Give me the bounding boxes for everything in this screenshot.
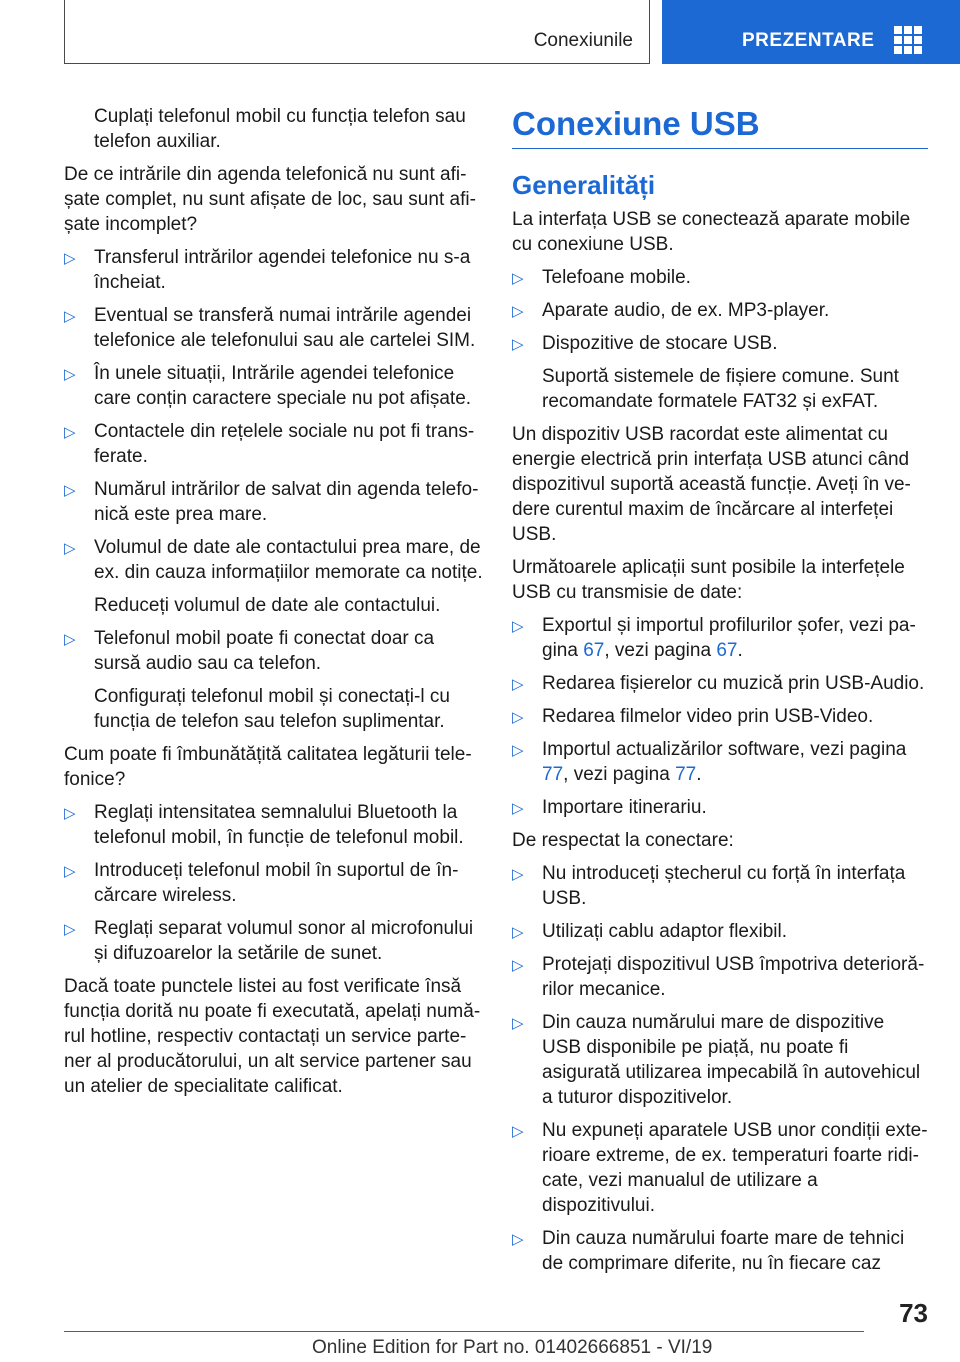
item-note: Configurați telefonul mobil și conectați-l cu funcția de telefon sau telefon suplimentar. [94,686,450,732]
item-note: Reduceți volumul de date ale contactului. [94,595,441,616]
paragraph: Un dispozitiv USB racordat este alimentat cu energie electrică prin interfața USB atunci când dispozitivul suportă această funcție. Aveți în vedere curentul maxim de încărcare al interfeței USB. [512,424,911,545]
page-link[interactable]: 67 [583,640,605,661]
list-item: ▷ Nu expuneți aparatele USB unor condiții exterioare extreme, de ex. temperaturi foarte ridicate, vezi manualul de utilizare a dispozitivului. [512,1120,928,1216]
list-item: ▷ Redarea fișierelor cu muzică prin USB-Audio. [512,671,928,696]
list-item: ▷ Telefoane mobile. [512,265,928,290]
page-number: 73 [899,1298,928,1328]
list-item: ▷ Exportul și importul profilurilor șofer, vezi pagina 67, vezi pagina 67. [512,615,916,661]
list-item: ▷ Dispozitive de stocare USB. [512,331,928,356]
triangle-bullet-icon: ▷ [64,631,76,648]
page-link[interactable]: 77 [675,764,697,785]
list-item: ▷ Din cauza numărului mare de dispozitive USB disponibile pe piață, nu poate fi asigurată utilizarea impecabilă în autovehicul a tuturor dispozitivelor. [512,1012,921,1108]
right-column [512,104,928,1284]
paragraph: Dacă toate punctele listei au fost verificate însă funcția dorită nu poate fi executată, apelați numărul hotline, respectiv contactați un service partener al producătorului, un alt service partener sau un atelier de specialitate calificat. [64,976,481,1097]
list-item: ▷ În unele situații, Intrările agendei telefonice care conțin caractere speciale nu pot afișate. [64,363,472,409]
triangle-bullet-icon: ▷ [512,270,524,287]
list-item: ▷ Redarea filmelor video prin USB-Video. [512,704,928,729]
triangle-bullet-icon: ▷ [64,540,76,557]
list-item: ▷ Utilizați cablu adaptor flexibil. [512,919,928,944]
footer-divider [64,1331,864,1332]
triangle-bullet-icon: ▷ [64,308,76,325]
triangle-bullet-icon: ▷ [512,303,524,320]
list-item: ▷ Numărul intrărilor de salvat din agenda telefonică este prea mare. [64,479,479,525]
list-item: ▷ Nu introduceți ștecherul cu forță în interfața USB. [512,863,906,909]
paragraph: Cuplați telefonul mobil cu funcția telefon sau telefon auxiliar. [94,106,466,152]
triangle-bullet-icon: ▷ [512,618,524,635]
triangle-bullet-icon: ▷ [64,863,76,880]
triangle-bullet-icon: ▷ [512,1123,524,1140]
list-item: ▷ Volumul de date ale contactului prea mare, de ex. din cauza informațiilor memorate ca notițe. [64,537,483,583]
item-note: Suportă sistemele de fișiere comune. Sunt recomandate formatele FAT32 și exFAT. [542,366,899,412]
triangle-bullet-icon: ▷ [64,921,76,938]
triangle-bullet-icon: ▷ [64,482,76,499]
paragraph: La interfața USB se conectează aparate mobile cu conexiune USB. [512,209,911,255]
triangle-bullet-icon: ▷ [512,742,524,759]
left-column [64,104,484,1107]
triangle-bullet-icon: ▷ [512,1231,524,1248]
list-item: ▷ Transferul intrărilor agendei telefonice nu s-a încheiat. [64,247,471,293]
triangle-bullet-icon: ▷ [512,800,524,817]
triangle-bullet-icon: ▷ [64,424,76,441]
question-heading: Cum poate fi îmbunătățită calitatea legăturii telefonice? [64,744,472,790]
chapter-tab[interactable] [662,0,960,64]
edition-note: Online Edition for Part no. 01402666851 - VI/19 [312,1337,713,1358]
paragraph: Următoarele aplicații sunt posibile la interfețele USB cu transmisie de date: [512,557,905,603]
triangle-bullet-icon: ▷ [512,866,524,883]
list-item: ▷ Telefonul mobil poate fi conectat doar ca sursă audio sau ca telefon. [64,628,435,674]
triangle-bullet-icon: ▷ [64,805,76,822]
list-item: ▷ Introduceți telefonul mobil în suportul de încărcare wireless. [64,860,459,906]
question-heading: De ce intrările din agenda telefonică nu sunt afișate complet, nu sunt afișate de loc, sau sunt afișate incomplet? [64,164,476,235]
section-heading: Conexiune USB [512,104,928,149]
triangle-bullet-icon: ▷ [512,924,524,941]
page-link[interactable]: 67 [716,640,738,661]
paragraph: De respectat la conectare: [512,830,734,851]
triangle-bullet-icon: ▷ [512,709,524,726]
chapter-tab-label: PREZENTARE [742,30,875,51]
triangle-bullet-icon: ▷ [512,676,524,693]
triangle-bullet-icon: ▷ [512,336,524,353]
list-item: ▷ Contactele din rețelele sociale nu pot fi transferate. [64,421,475,467]
triangle-bullet-icon: ▷ [64,366,76,383]
list-item: ▷ Reglați separat volumul sonor al microfonului și difuzoarelor la setările de sunet. [64,918,474,964]
header-section-box [64,0,650,64]
list-item: ▷ Protejați dispozitivul USB împotriva deteriorărilor mecanice. [512,954,925,1000]
grid-icon [894,26,922,54]
triangle-bullet-icon: ▷ [64,250,76,267]
list-item: ▷ Importare itinerariu. [512,795,928,820]
list-item: ▷ Reglați intensitatea semnalului Bluetooth la telefonul mobil, în funcție de telefonul mobil. [64,802,464,848]
page-link[interactable]: 77 [542,764,564,785]
list-item: ▷ Importul actualizărilor software, vezi pagina 77, vezi pagina 77. [512,739,907,785]
list-item: ▷ Aparate audio, de ex. MP3-player. [512,298,928,323]
section-title: Conexiunile [533,30,633,51]
list-item: ▷ Din cauza numărului foarte mare de tehnici de comprimare diferite, nu în fiecare caz [512,1228,905,1274]
triangle-bullet-icon: ▷ [512,957,524,974]
triangle-bullet-icon: ▷ [512,1015,524,1032]
list-item: ▷ Eventual se transferă numai intrările agendei telefonice ale telefonului sau ale cartelei SIM. [64,305,476,351]
subsection-heading: Generalități [512,170,656,200]
